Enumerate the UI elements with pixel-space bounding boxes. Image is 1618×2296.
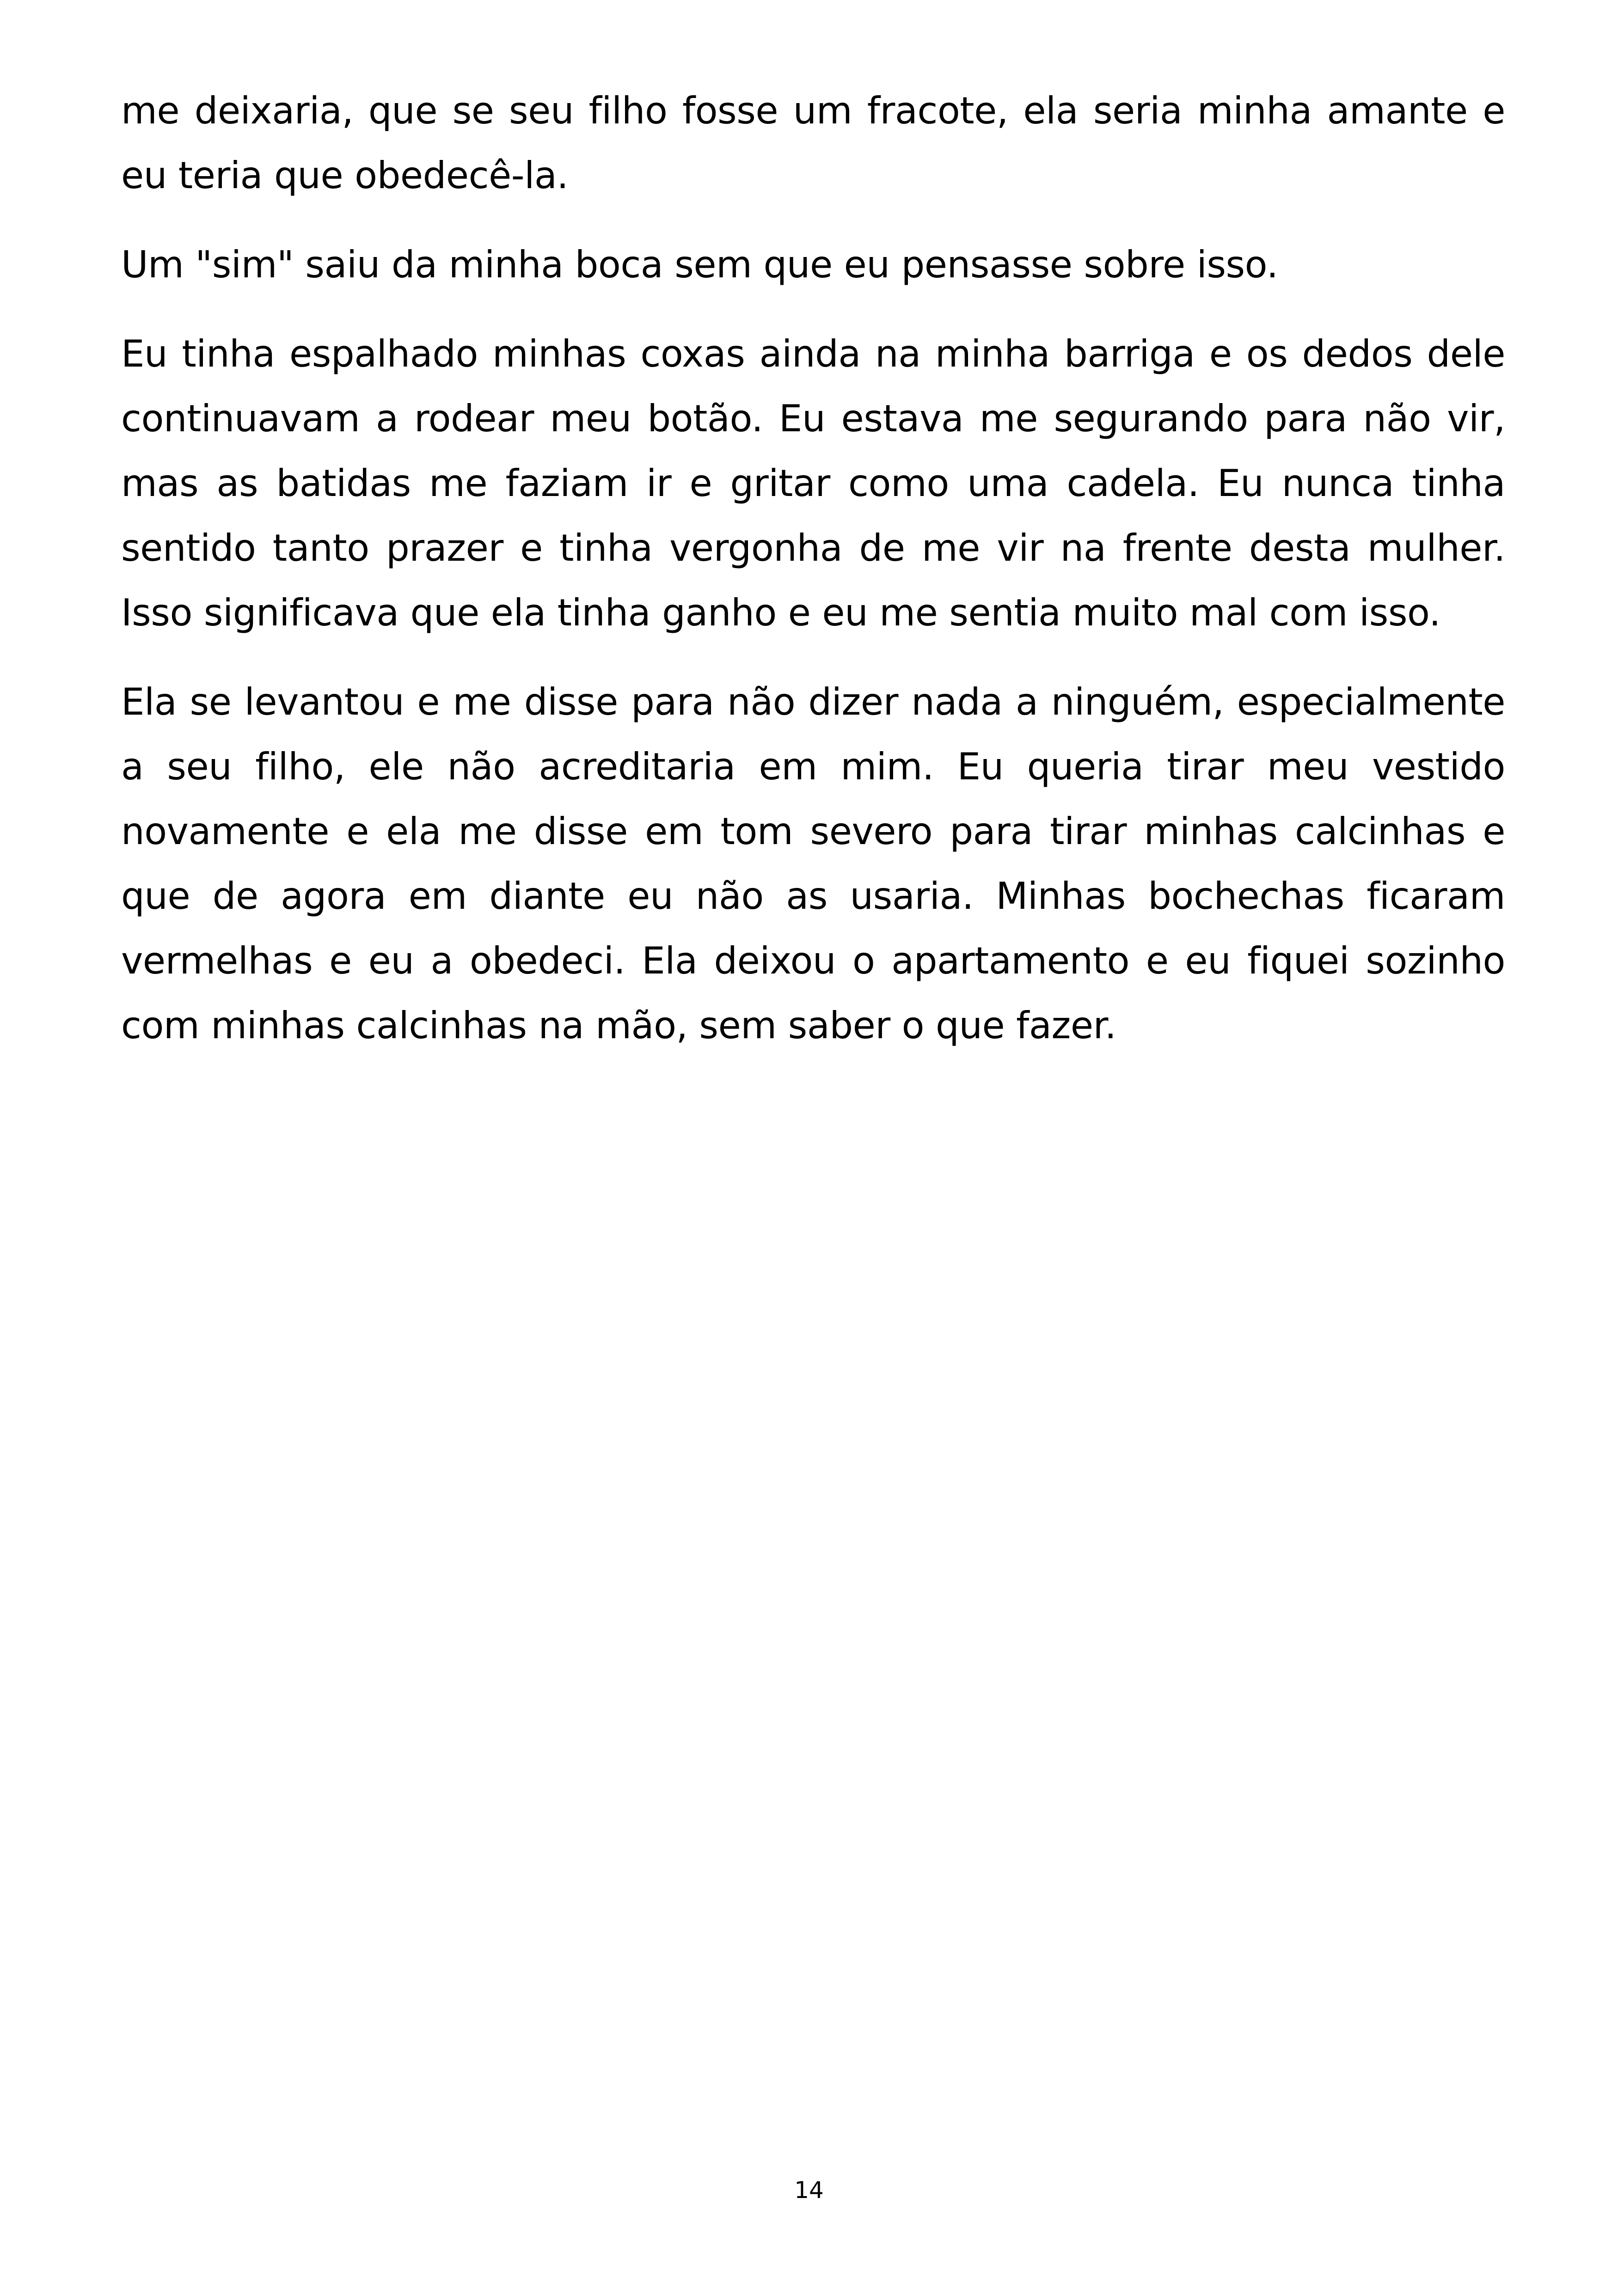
body-text — [121, 79, 1505, 1083]
paragraph: Eu tinha espalhado minhas coxas ainda na minha barriga e os dedos dele continuavam a rodear meu botão. Eu estava me segurando para não vir, mas as batidas me faziam ir e gritar como uma cadela. Eu nunca tinha sentido tanto prazer e tinha vergonha de me vir na frente desta mulher. Isso significava que ela tinha ganho e eu me sentia muito mal com isso. — [121, 332, 1505, 634]
page-number: 14 — [794, 2177, 824, 2204]
paragraph: Ela se levantou e me disse para não dizer nada a ninguém, especialmente a seu filho, ele não acreditaria em mim. Eu queria tirar meu vestido novamente e ela me disse em tom severo para tirar minhas calcinhas e que de agora em diante eu não as usaria. Minhas bochechas ficaram vermelhas e eu a obedeci. Ela deixou o apartamento e eu fiquei sozinho com minhas calcinhas na mão, sem saber o que fazer. — [121, 680, 1505, 1047]
paragraph: me deixaria, que se seu filho fosse um fracote, ela seria minha amante e eu teria que obedecê-la. — [121, 89, 1505, 197]
paragraph: Um "sim" saiu da minha boca sem que eu pensasse sobre isso. — [121, 243, 1278, 286]
